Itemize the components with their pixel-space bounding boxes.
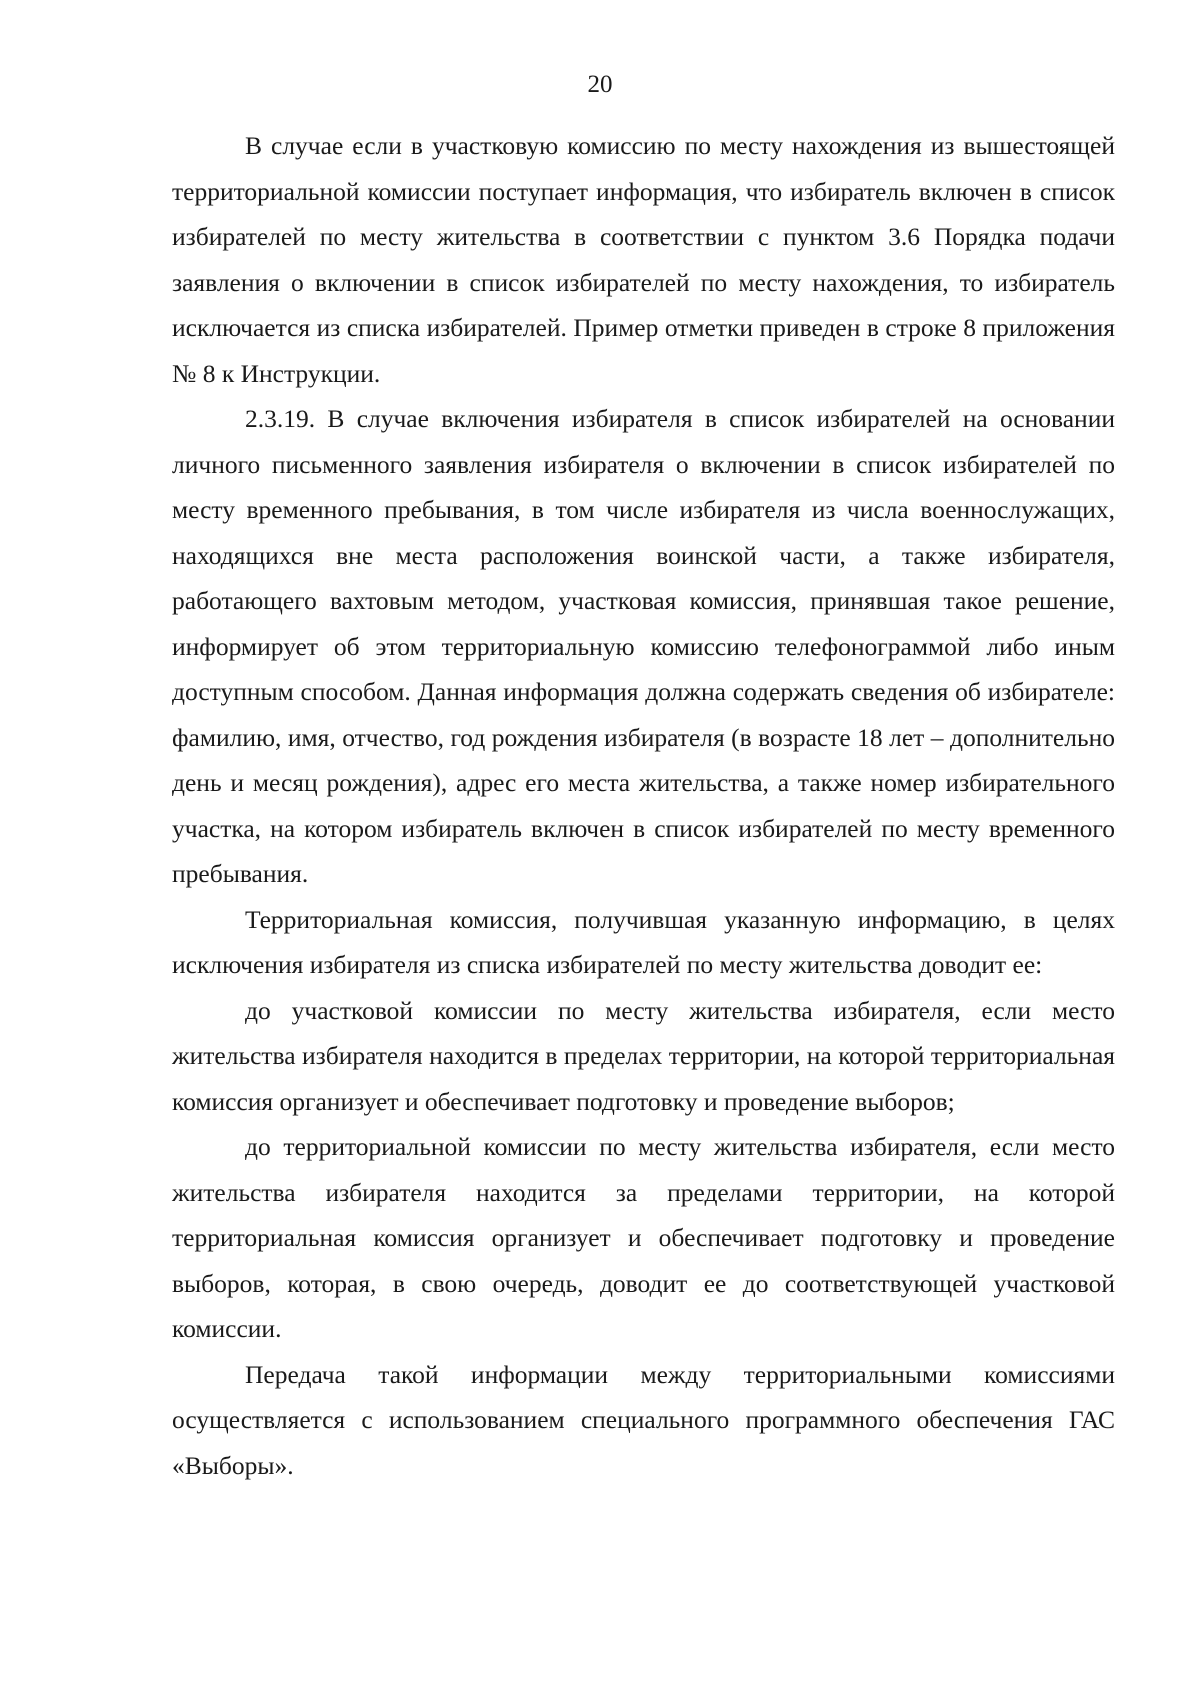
paragraph-6: Передача такой информации между территориальными комиссиями осуществляется с использованием специального программного обеспечения ГАС «Выборы». [172,1359,1115,1480]
page-number: 20 [587,71,613,98]
paragraph-2-3-19: 2.3.19. В случае включения избирателя в список избирателей на основании личного письменного заявления избирателя о включении в список избирателей по месту временного пребывания, в том числе избирателя из числа военнослужащих, находящихся вне места расположения воинской части, а также избирателя, работающего вахтовым методом, участковая комиссия, принявшая такое решение, информирует об этом территориальную комиссию телефонограммой либо иным доступным способом. Данная информация должна содержать сведения об избирателе: фамилию, имя, отчество, год рождения избирателя (в возрасте 18 лет – дополнительно день и месяц рождения), адрес его места жительства, а также номер избирательного участка, на котором избиратель включен в список избирателей по месту временного пребывания. [172,404,1115,888]
paragraph-1: В случае если в участковую комиссию по месту нахождения из вышестоящей территориальной комиссии поступает информация, что избиратель включен в список избирателей по месту жительства в соответствии с пунктом 3.6 Порядка подачи заявления о включении в список избирателей по месту нахождения, то избиратель исключается из списка избирателей. Пример отметки приведен в строке 8 приложения № 8 к Инструкции. [172,131,1115,388]
paragraph-3: Территориальная комиссия, получившая указанную информацию, в целях исключения избирателя из списка избирателей по месту жительства доводит ее: [172,904,1115,979]
document-body [172,123,1115,1488]
paragraph-4: до участковой комиссии по месту жительства избирателя, если место жительства избирателя находится в пределах территории, на которой территориальная комиссия организует и обеспечивает подготовку и проведение выборов; [172,995,1115,1116]
paragraph-5: до территориальной комиссии по месту жительства избирателя, если место жительства избирателя находится за пределами территории, на которой территориальная комиссия организует и обеспечивает подготовку и проведение выборов, которая, в свою очередь, доводит ее до соответствующей участковой комиссии. [172,1132,1115,1343]
